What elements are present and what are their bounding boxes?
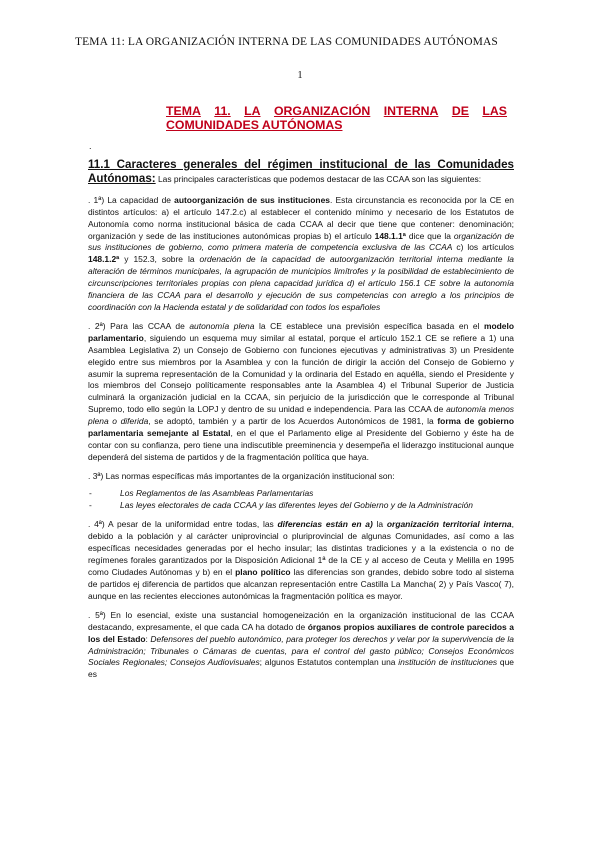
document-body: [88, 158, 514, 688]
title-word: INTERNA: [383, 104, 439, 118]
text-run: , debido a la población y al carácter uniprovincial o pluriprovincial de algunas Comunidades, así como a las específicas necesidades generadas por el hecho insular; las distintas tradiciones y a la existencia o no de regímenes forales garantizados por la Disposición Adicional 1ª de la CE y al acceso de Ceuta y Melilla en 1995 como Ciudades Autónomas y b) en el: [88, 519, 514, 578]
paragraph-1: [88, 195, 514, 314]
paragraph-4: [88, 519, 514, 602]
text-run: la CE establece una previsión específica basada en el: [254, 320, 484, 331]
italic-run: autonomía menos plena o diferida: [88, 404, 514, 427]
title-word: DE: [451, 104, 469, 118]
running-header: TEMA 11: LA ORGANIZACIÓN INTERNA DE LAS COMUNIDADES AUTÓNOMAS: [75, 36, 498, 48]
paragraph-5: [88, 610, 514, 681]
list-item: - Las leyes electorales de cada CCAA y las diferentes leyes del Gobierno y de la Administración: [88, 500, 514, 512]
title-line-1: [166, 104, 507, 118]
text-run: c) los artículos: [452, 242, 514, 253]
italic-run: Defensores del pueblo autonómico, para proteger los derechos y velar por la supervivencia de la Administración; Tribunales o Cámaras de cuentas, para el control del gasto público; Consejos Económicos Sociales Regionales; Consejos Audiovisuales: [88, 633, 514, 668]
document-title: [166, 104, 507, 132]
text-run: las diferencias son grandes, debido sobre todo al sistema de partidos ej diferencia de partidos que alcanzan representación entre Castilla La Mancha( 2) y País Vasco( 7), aunque en las recientes elecciones autonómicas la fragmentación política es mayor.: [88, 567, 514, 601]
paragraph-3-intro: . 3ª) Las normas específicas más importantes de la organización institucional son:: [88, 470, 395, 481]
bold-run: plano político: [235, 567, 291, 578]
stray-mark: .: [89, 141, 92, 151]
text-run: . 4ª) A pesar de la uniformidad entre todas, las: [88, 519, 278, 530]
text-run: :: [145, 633, 151, 644]
page-number: 1: [297, 70, 303, 81]
text-run: , se adoptó, también y a partir de los Acuerdos Autonómicos de 1981, la: [148, 416, 438, 427]
section-intro-paragraph: [88, 158, 514, 186]
text-run: ; algunos Estatutos contemplan una: [259, 657, 399, 668]
bold-run: modelo parlamentario: [88, 320, 514, 343]
text-run: , en el que el Parlamento elige al Presidente del Gobierno y éste ha de contar con su confianza, pero tiene una indiscutible preeminencia y desempeña el liderazgo institucional aunque dependerá del sistema de partidos y de la fragmentación política que haya.: [88, 428, 515, 462]
list-item: - Los Reglamentos de las Asambleas Parlamentarias: [88, 488, 514, 500]
bold-italic-run: diferencias están en a): [277, 519, 373, 530]
bold-run: órganos propios auxiliares de controle parecidos a los del Estado: [88, 621, 514, 644]
text-run: . 5ª) En lo esencial, existe una sustancial homogeneización en la organización institucional de las CCAA destacando, expresamente, el que cada CA ha dotado de: [88, 609, 514, 632]
title-word: ORGANIZACIÓN: [273, 104, 371, 118]
italic-run: ordenación de la capacidad de autoorganización territorial interna mediante la alteración de términos municipales, la agrupación de municipios limítrofes y la posibilidad de establecimiento de circunscripciones territoriales propias con plena capacidad jurídica d) el artículo 156.1 CE sobre la autonomía financiera de las CCAA para el desarrollo y ejecución de sus competencias con arreglo a los principios de coordinación con la Hacienda estatal y de solidaridad con todos los españoles: [88, 254, 514, 312]
title-line-2: COMUNIDADES AUTÓNOMAS: [166, 118, 343, 132]
text-run: . 1ª) La capacidad de: [88, 194, 175, 205]
bold-run: 148.1.2ª: [88, 254, 120, 265]
norms-list: [88, 488, 514, 512]
text-run: y 152.3, sobre la: [119, 254, 200, 265]
bold-italic-run: organización territorial interna: [386, 519, 512, 530]
bold-run: autoorganización de sus instituciones: [174, 194, 330, 205]
italic-run: institución de instituciones: [398, 657, 498, 668]
text-run: , siguiendo un esquema muy similar al estatal, porque el artículo 152.1 CE se refiere a 1) una Asamblea Legislativa 2) un Consejo de Gobierno con funciones ejecutivas y administrativas 3) un Presidente elegido entre sus miembros por la Asamblea y con la función de dirigir la acción del Consejo de Gobierno y asumir la suprema representación de la Comunidad y la ordinaria del Estado en aquélla, siendo el Presidente y los miembros del Consejo políticamente responsables ante la Asamblea 4) el Tribunal Superior de Justicia culminará la organización judicial en la CCAA, sin perjuicio de la jurisdicción que le corresponde al Tribunal Supremo, todo ello según la LOPJ y dentro de su unidad e independencia. Para las CCAA de: [88, 332, 514, 415]
italic-run: autonomía plena: [189, 320, 255, 331]
text-run: que es: [88, 657, 514, 680]
section-heading: 11.1 Caracteres generales del régimen institucional de las Comunidades Autónomas:: [88, 158, 514, 185]
section-intro: Las principales características que podemos destacar de las CCAA son las siguientes:: [155, 173, 482, 184]
bold-run: 148.1.1ª: [374, 230, 406, 241]
title-word: LA: [244, 104, 261, 118]
title-word: TEMA: [166, 104, 201, 118]
title-word: 11.: [214, 104, 231, 118]
text-run: la: [372, 519, 387, 530]
text-run: . Esta circunstancia es reconocida por la CE en distintos artículos: a) el artículo 147.2.c) al establecer el contenido mínimo y necesario de los Estatutos de Autonomía como norma institucional básica de cada CCAA al decir que tiene que contener: denominación; organización y sede de las instituciones autonómicas propias b) el artículo: [88, 194, 514, 241]
title-word: LAS: [482, 104, 507, 118]
text-run: . 2ª) Para las CCAA de: [88, 320, 190, 331]
italic-run: organización de sus instituciones de gobierno, como primera materia de competencia exclusiva de las CCAA: [88, 230, 515, 253]
bold-run: forma de gobierno parlamentaria semejante al Estatal: [88, 416, 514, 439]
text-run: dice que la: [405, 230, 454, 241]
paragraph-2: [88, 321, 514, 464]
